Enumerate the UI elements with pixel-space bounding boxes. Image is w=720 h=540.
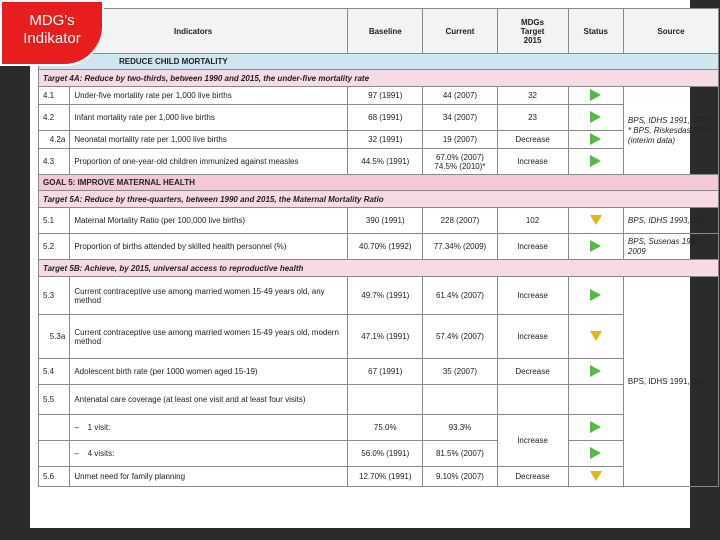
baseline-cell: 68 (1991) — [348, 105, 423, 131]
status-cell — [568, 415, 623, 441]
up-triangle-icon — [590, 111, 601, 123]
col-target — [497, 9, 568, 54]
indicator-cell: Neonatal mortality rate per 1,000 live births — [70, 131, 348, 149]
status-cell — [568, 208, 623, 234]
target-cell: Increase — [497, 149, 568, 175]
source-cell: BPS, Susenas 1992-2009 — [623, 234, 718, 260]
source-cell: BPS, IDHS 1991, 2007; * BPS, Riskesdas 2010 (interim data) — [623, 87, 718, 175]
table-row — [39, 315, 719, 359]
empty-cell — [423, 385, 497, 415]
col-baseline: Baseline — [348, 9, 423, 54]
indicator-cell: Proportion of births attended by skilled health personnel (%) — [70, 234, 348, 260]
current-cell: 9.10% (2007) — [423, 467, 497, 487]
current-cell: 61.4% (2007) — [423, 277, 497, 315]
target-cell: Increase — [497, 315, 568, 359]
target-cell: Increase — [497, 234, 568, 260]
indicator-cell: Under-five mortality rate per 1,000 live births — [70, 87, 348, 105]
target-cell: Decrease — [497, 131, 568, 149]
empty-cell — [568, 385, 623, 415]
current-value-2: 74.5% (2010)* — [434, 161, 486, 171]
badge-line-1: MDG's — [29, 12, 75, 29]
current-cell: 35 (2007) — [423, 359, 497, 385]
up-triangle-icon — [590, 89, 601, 101]
mdg-indicator-table — [38, 8, 719, 487]
row-number: 5.2 — [39, 234, 70, 260]
indicator-cell: Current contraceptive use among married women 15-49 years old, any method — [70, 277, 348, 315]
table-row — [39, 131, 719, 149]
table-row — [39, 467, 719, 487]
indicator-cell: Infant mortality rate per 1,000 live births — [70, 105, 348, 131]
current-cell: 57.4% (2007) — [423, 315, 497, 359]
down-triangle-icon — [590, 215, 602, 225]
target5b-label: Target 5B: Achieve, by 2015, universal access to reproductive health — [39, 260, 719, 277]
baseline-cell: 67 (1991) — [348, 359, 423, 385]
table-row — [39, 441, 719, 467]
indicator-cell: Unmet need for family planning — [70, 467, 348, 487]
table-row — [39, 208, 719, 234]
col-status: Status — [568, 9, 623, 54]
goal5-row — [39, 175, 719, 191]
indicator-cell: Adolescent birth rate (per 1000 women aged 15-19) — [70, 359, 348, 385]
status-cell — [568, 441, 623, 467]
dash-bullet: – — [74, 423, 79, 432]
status-cell — [568, 149, 623, 175]
row-number: 5.1 — [39, 208, 70, 234]
up-triangle-icon — [590, 289, 601, 301]
status-cell — [568, 87, 623, 105]
empty-cell — [497, 385, 568, 415]
col-indicators: Indicators — [39, 9, 348, 54]
source-cell: BPS, IDHS 1993, 2007 — [623, 208, 718, 234]
dash-bullet: – — [74, 449, 79, 458]
current-cell: 228 (2007) — [423, 208, 497, 234]
target-cell: Decrease — [497, 467, 568, 487]
status-cell — [568, 277, 623, 315]
indicator-cell — [70, 441, 348, 467]
empty-cell — [348, 385, 423, 415]
up-triangle-icon — [590, 240, 601, 252]
col-current: Current — [423, 9, 497, 54]
up-triangle-icon — [590, 155, 601, 167]
row-number: 5.3 — [39, 277, 70, 315]
row-number: 4.2a — [39, 131, 70, 149]
target5a-label: Target 5A: Reduce by three-quarters, between 1990 and 2015, the Maternal Mortality Ratio — [39, 191, 719, 208]
table-row — [39, 359, 719, 385]
baseline-cell: 40.70% (1992) — [348, 234, 423, 260]
indicator-cell: Antenatal care coverage (at least one visit and at least four visits) — [70, 385, 348, 415]
current-value-1: 67.0% (2007) — [435, 152, 484, 162]
table-row — [39, 277, 719, 315]
target4a-row — [39, 70, 719, 87]
target-cell: 32 — [497, 87, 568, 105]
table-row — [39, 415, 719, 441]
status-cell — [568, 315, 623, 359]
table-row — [39, 105, 719, 131]
down-triangle-icon — [590, 471, 602, 481]
baseline-cell: 49.7% (1991) — [348, 277, 423, 315]
col-source: Source — [623, 9, 718, 54]
current-cell: 77.34% (2009) — [423, 234, 497, 260]
sub-indicator-label: 1 visit: — [87, 423, 111, 432]
indicator-cell: Proportion of one-year-old children immunized against measles — [70, 149, 348, 175]
baseline-cell: 44.5% (1991) — [348, 149, 423, 175]
row-number: 4.2 — [39, 105, 70, 131]
current-cell: 44 (2007) — [423, 87, 497, 105]
target-cell: Increase — [497, 415, 568, 467]
current-cell: 93.3% — [423, 415, 497, 441]
status-cell — [568, 131, 623, 149]
up-triangle-icon — [590, 133, 601, 145]
target5b-row — [39, 260, 719, 277]
up-triangle-icon — [590, 421, 601, 433]
target-cell: Decrease — [497, 359, 568, 385]
col-target-l3: 2015 — [523, 35, 542, 45]
baseline-cell: 97 (1991) — [348, 87, 423, 105]
target-cell: 102 — [497, 208, 568, 234]
current-cell — [423, 149, 497, 175]
target-cell: Increase — [497, 277, 568, 315]
up-triangle-icon — [590, 447, 601, 459]
source-cell: BPS, IDHS 1991, 2007 — [623, 277, 718, 487]
goal4-title: REDUCE CHILD MORTALITY — [39, 54, 719, 70]
status-cell — [568, 105, 623, 131]
status-cell — [568, 359, 623, 385]
goal5-title: GOAL 5: IMPROVE MATERNAL HEALTH — [39, 175, 719, 191]
baseline-cell: 56.0% (1991) — [348, 441, 423, 467]
indicator-cell: Maternal Mortality Ratio (per 100,000 live births) — [70, 208, 348, 234]
target-cell: 23 — [497, 105, 568, 131]
status-cell — [568, 467, 623, 487]
col-target-l1: MDGs — [520, 17, 545, 27]
baseline-cell: 47.1% (1991) — [348, 315, 423, 359]
row-number: 5.4 — [39, 359, 70, 385]
target4a-label: Target 4A: Reduce by two-thirds, between 1990 and 2015, the under-five mortality rate — [39, 70, 719, 87]
current-cell: 19 (2007) — [423, 131, 497, 149]
down-triangle-icon — [590, 331, 602, 341]
row-number: 5.5 — [39, 385, 70, 415]
baseline-cell: 32 (1991) — [348, 131, 423, 149]
mdg-indikator-badge — [0, 0, 104, 66]
col-target-l2: Target — [520, 26, 545, 36]
empty-cell — [39, 415, 70, 441]
target5a-row — [39, 191, 719, 208]
slide-page — [30, 0, 712, 528]
table-row — [39, 149, 719, 175]
status-cell — [568, 234, 623, 260]
row-number: 4.1 — [39, 87, 70, 105]
header-row — [39, 9, 719, 54]
indicator-cell: Current contraceptive use among married women 15-49 years old, modern method — [70, 315, 348, 359]
goal4-row — [39, 54, 719, 70]
sub-indicator-label: 4 visits: — [87, 449, 115, 458]
baseline-cell: 390 (1991) — [348, 208, 423, 234]
baseline-cell: 75.0% — [348, 415, 423, 441]
table-row — [39, 87, 719, 105]
empty-cell — [39, 441, 70, 467]
row-number: 4.3 — [39, 149, 70, 175]
baseline-cell: 12.70% (1991) — [348, 467, 423, 487]
current-cell: 81.5% (2007) — [423, 441, 497, 467]
table-row — [39, 234, 719, 260]
badge-line-2: Indikator — [23, 30, 81, 47]
indicator-cell — [70, 415, 348, 441]
up-triangle-icon — [590, 365, 601, 377]
row-number: 5.3a — [39, 315, 70, 359]
table-row — [39, 385, 719, 415]
row-number: 5.6 — [39, 467, 70, 487]
current-cell: 34 (2007) — [423, 105, 497, 131]
